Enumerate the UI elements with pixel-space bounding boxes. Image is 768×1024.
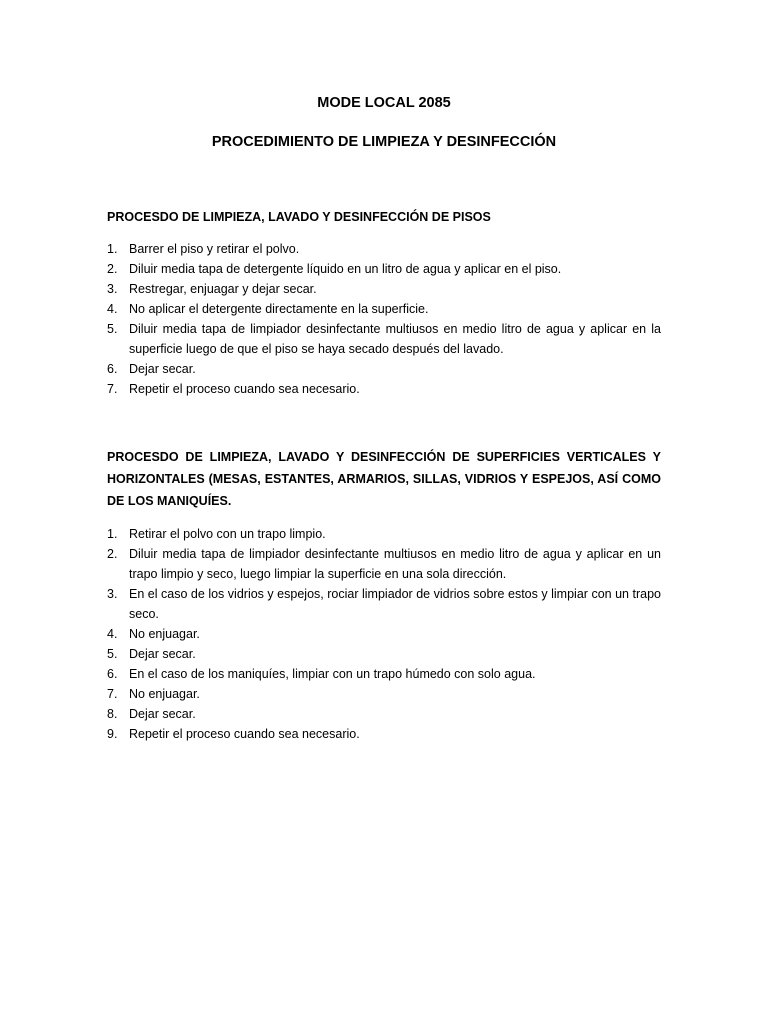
step-number: 3. [107,587,118,601]
document-title: MODE LOCAL 2085 [317,95,451,111]
step-text: En el caso de los maniquíes, limpiar con un trapo húmedo con solo agua. [129,667,536,681]
step-number: 9. [107,727,118,741]
list-item [107,259,661,279]
step-text: Restregar, enjuagar y dejar secar. [129,282,317,296]
step-number: 4. [107,627,118,641]
list-item [107,279,661,299]
list-item [107,319,661,359]
step-number: 1. [107,527,118,541]
step-text: Dejar secar. [129,647,196,661]
step-number: 7. [107,382,118,396]
list-item [107,359,661,379]
list-item [107,379,661,399]
step-text: No enjuagar. [129,687,200,701]
section-heading: PROCESDO DE LIMPIEZA, LAVADO Y DESINFECCIÓN DE PISOS [107,210,491,224]
step-text: Diluir media tapa de detergente líquido en un litro de agua y aplicar en el piso. [129,262,562,276]
step-text: Dejar secar. [129,362,196,376]
step-text: Diluir media tapa de limpiador desinfectante multiusos en medio litro de agua y aplicar en un trapo limpio y seco, luego limpiar la superficie en una sola dirección. [129,547,661,581]
step-text: No enjuagar. [129,627,200,641]
list-item [107,299,661,319]
section-floors [107,207,661,399]
step-number: 6. [107,362,118,376]
step-number: 2. [107,547,118,561]
list-item [107,239,661,259]
steps-list [107,524,661,744]
step-text: Repetir el proceso cuando sea necesario. [129,382,360,396]
list-item [107,724,661,744]
step-number: 3. [107,282,118,296]
list-item [107,684,661,704]
step-number: 6. [107,667,118,681]
step-text: Repetir el proceso cuando sea necesario. [129,727,360,741]
step-text: Dejar secar. [129,707,196,721]
steps-list [107,239,661,399]
document-subtitle: PROCEDIMIENTO DE LIMPIEZA Y DESINFECCIÓN [211,134,557,150]
step-text: Diluir media tapa de limpiador desinfectante multiusos en medio litro de agua y aplicar en la superficie luego de que el piso se haya secado después del lavado. [129,322,661,356]
step-number: 2. [107,262,118,276]
step-text: Retirar el polvo con un trapo limpio. [129,527,326,541]
list-item [107,624,661,644]
step-text: No aplicar el detergente directamente en la superficie. [129,302,429,316]
list-item [107,524,661,544]
list-item [107,664,661,684]
step-number: 4. [107,302,118,316]
step-text: En el caso de los vidrios y espejos, rociar limpiador de vidrios sobre estos y limpiar con un trapo seco. [129,587,661,621]
section-heading: PROCESDO DE LIMPIEZA, LAVADO Y DESINFECCIÓN DE SUPERFICIES VERTICALES Y HORIZONTALES (MESAS, ESTANTES, ARMARIOS, SILLAS, VIDRIOS Y ESPEJOS, ASÍ COMO DE LOS MANIQUÍES. [107,450,661,508]
step-number: 1. [107,242,118,256]
list-item [107,584,661,624]
list-item [107,704,661,724]
step-number: 5. [107,322,118,336]
step-number: 5. [107,647,118,661]
step-text: Barrer el piso y retirar el polvo. [129,242,300,256]
list-item [107,544,661,584]
list-item [107,644,661,664]
step-number: 8. [107,707,118,721]
section-surfaces [107,446,661,744]
step-number: 7. [107,687,118,701]
